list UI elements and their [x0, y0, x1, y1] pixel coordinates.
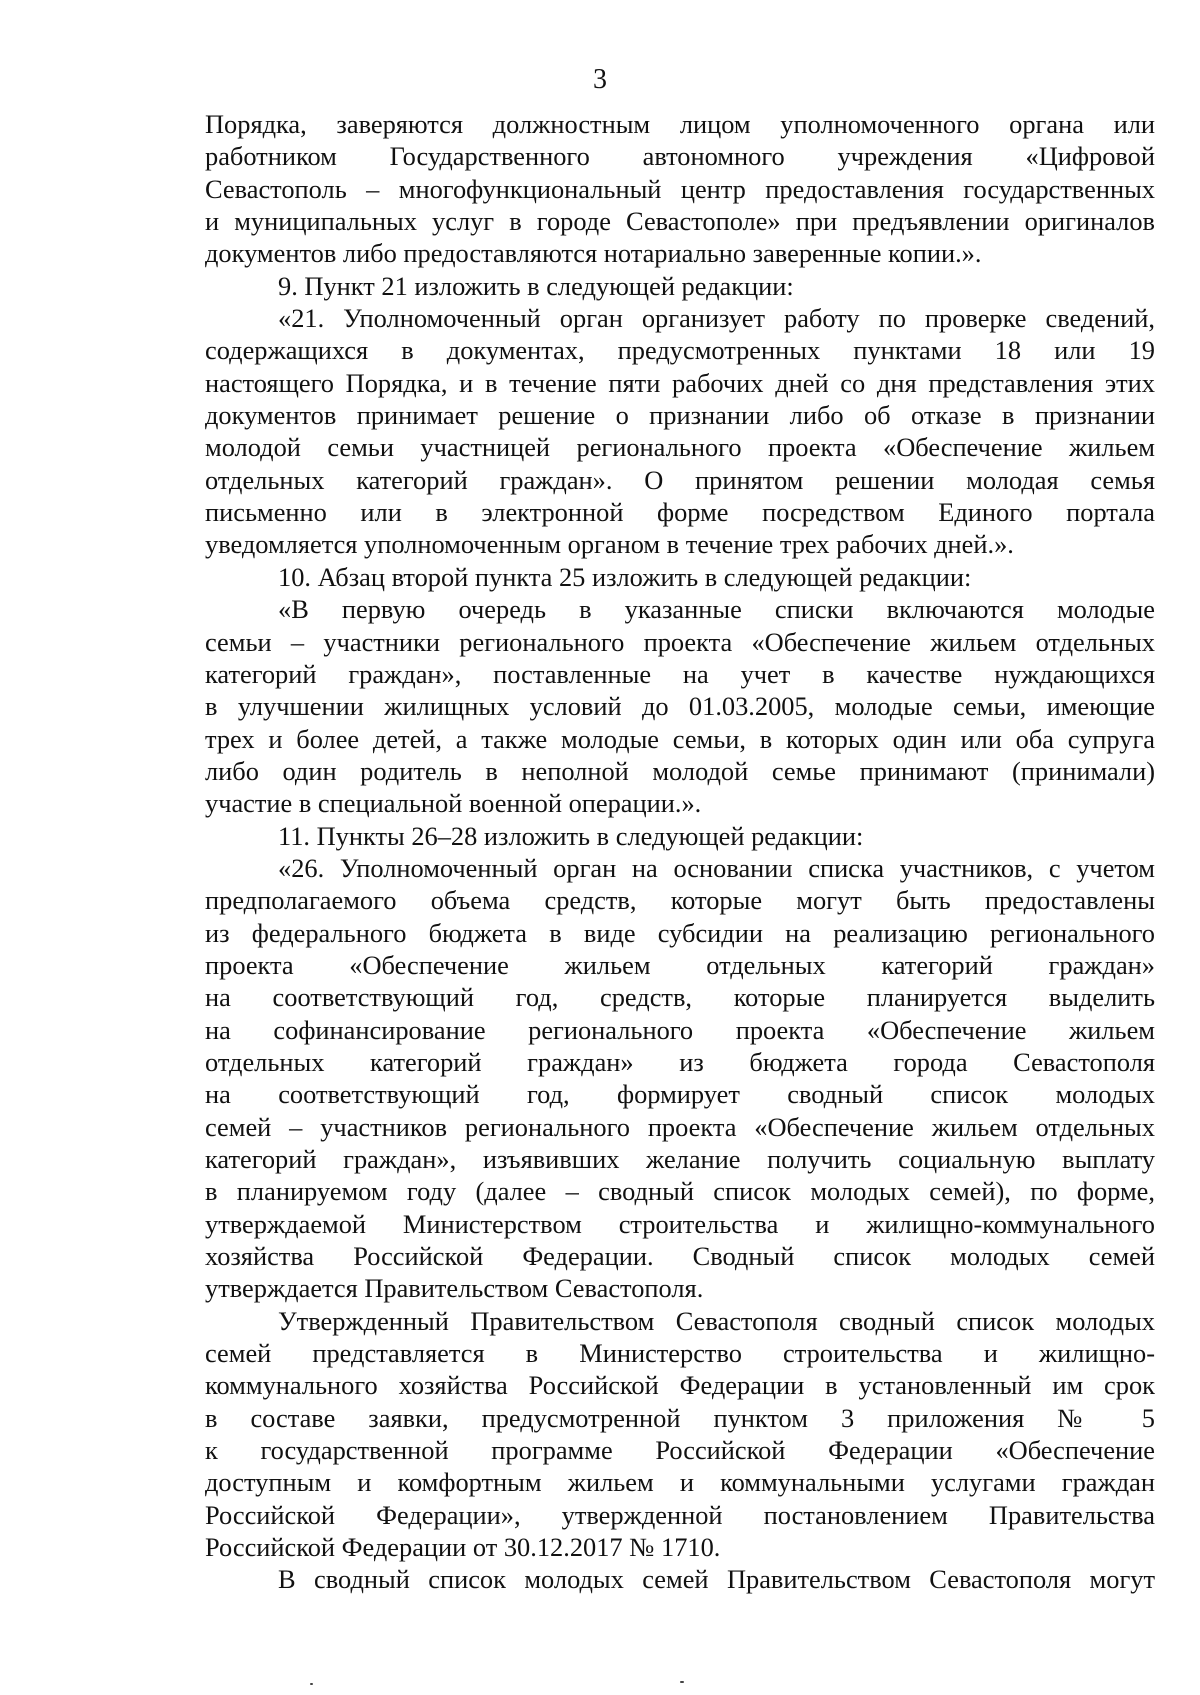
text-line: отдельных категорий граждан» из бюджета города Севастополя: [205, 1046, 1155, 1077]
text-line: отдельных категорий граждан». О принятом решении молодая семья: [205, 464, 1155, 495]
text-line: в улучшении жилищных условий до 01.03.2005, молодые семьи, имеющие: [205, 691, 1155, 722]
text-line: «В первую очередь в указанные списки включаются молодые: [278, 594, 1155, 625]
document-body: [205, 108, 1155, 1596]
text-line: Порядка, заверяются должностным лицом уполномоченного органа или: [205, 109, 1155, 139]
text-line: Российской Федерации», утвержденной постановлением Правительства: [205, 1499, 1155, 1530]
text-line: письменно или в электронной форме посредством Единого портала: [205, 497, 1155, 528]
text-line: в планируемом году (далее – сводный список молодых семей), по форме,: [205, 1176, 1155, 1207]
text-line: и муниципальных услуг в городе Севастополе» при предъявлении оригиналов: [205, 206, 1155, 237]
text-line: к государственной программе Российской Федерации «Обеспечение: [205, 1435, 1155, 1466]
text-line: из федерального бюджета в виде субсидии на реализацию регионального: [205, 917, 1155, 948]
text-line: уведомляется уполномоченным органом в течение трех рабочих дней.».: [205, 529, 1014, 560]
text-line: Утвержденный Правительством Севастополя сводный список молодых: [278, 1305, 1155, 1336]
text-line: участие в специальной военной операции.».: [205, 788, 702, 819]
text-line: 11. Пункты 26–28 изложить в следующей редакции:: [278, 820, 864, 851]
text-line: 9. Пункт 21 изложить в следующей редакции:: [278, 270, 794, 301]
text-line: на соответствующий год, средств, которые планируется выделить: [205, 982, 1155, 1013]
text-line: содержащихся в документах, предусмотренных пунктами 18 или 19: [205, 335, 1155, 366]
text-line: на соответствующий год, формирует сводный список молодых: [205, 1079, 1155, 1110]
text-line: хозяйства Российской Федерации. Сводный список молодых семей: [205, 1241, 1155, 1272]
text-line: категорий граждан», поставленные на учет в качестве нуждающихся: [205, 658, 1155, 689]
text-line: проекта «Обеспечение жильем отдельных категорий граждан»: [205, 949, 1155, 980]
text-line: утверждается Правительством Севастополя.: [205, 1273, 704, 1304]
text-line: В сводный список молодых семей Правительством Севастополя могут: [278, 1564, 1155, 1595]
text-line: работником Государственного автономного учреждения «Цифровой: [205, 141, 1155, 172]
text-line: на софинансирование регионального проекта «Обеспечение жильем: [205, 1014, 1155, 1045]
page-number: 3: [593, 64, 607, 95]
text-line: трех и более детей, а также молодые семьи, в которых один или оба супруга: [205, 723, 1155, 754]
text-line: семьи – участники регионального проекта «Обеспечение жильем отдельных: [205, 626, 1155, 657]
scan-artifact: [680, 1681, 684, 1683]
text-line: либо один родитель в неполной молодой семье принимают (принимали): [205, 755, 1155, 786]
text-line: утверждаемой Министерством строительства и жилищно-коммунального: [205, 1208, 1155, 1239]
text-line: документов принимает решение о признании либо об отказе в признании: [205, 400, 1155, 431]
text-line: семей представляется в Министерство строительства и жилищно-: [205, 1338, 1155, 1369]
text-line: документов либо предоставляются нотариально заверенные копии.».: [205, 238, 982, 269]
text-line: Севастополь – многофункциональный центр предоставления государственных: [205, 173, 1155, 204]
text-line: семей – участников регионального проекта «Обеспечение жильем отдельных: [205, 1111, 1155, 1142]
text-line: предполагаемого объема средств, которые могут быть предоставлены: [205, 885, 1155, 916]
text-line: коммунального хозяйства Российской Федерации в установленный им срок: [205, 1370, 1155, 1401]
text-line: в составе заявки, предусмотренной пунктом 3 приложения № 5: [205, 1402, 1155, 1433]
text-line: Российской Федерации от 30.12.2017 № 1710.: [205, 1532, 721, 1563]
text-line: доступным и комфортным жильем и коммунальными услугами граждан: [205, 1467, 1155, 1498]
text-line: «26. Уполномоченный орган на основании списка участников, с учетом: [278, 852, 1155, 883]
text-line: категорий граждан», изъявивших желание получить социальную выплату: [205, 1144, 1155, 1174]
text-line: настоящего Порядка, и в течение пяти рабочих дней со дня представления этих: [205, 367, 1155, 398]
scan-artifact: [310, 1683, 313, 1685]
text-line: «21. Уполномоченный орган организует работу по проверке сведений,: [278, 303, 1155, 334]
text-line: 10. Абзац второй пункта 25 изложить в следующей редакции:: [278, 561, 972, 592]
text-line: молодой семьи участницей регионального проекта «Обеспечение жильем: [205, 432, 1155, 463]
